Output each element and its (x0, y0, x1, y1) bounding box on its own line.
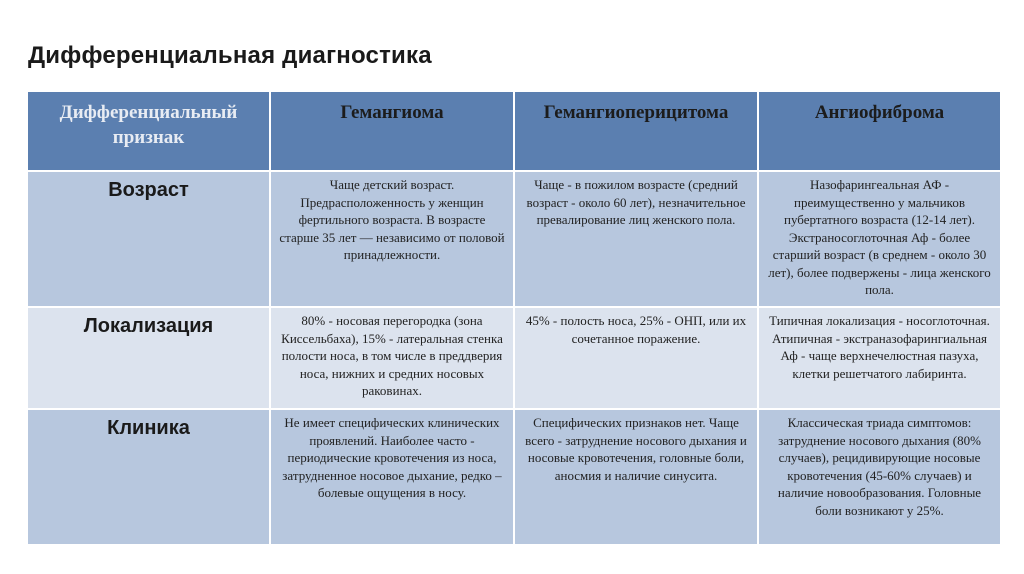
differential-table (28, 92, 1000, 544)
table-cell: Назофарингеальная АФ - преимущественно у мальчиков пубертатного возраста (12-14 лет). Экстраносоглоточная Аф - более старший возраст (в среднем - около 30 лет), более подвержены - лица женского пола. (758, 171, 1000, 307)
page-title: Дифференциальная диагностика (28, 42, 432, 69)
table-cell: Чаще - в пожилом возрасте (средний возраст - около 60 лет), незначительное превалирование лиц женского пола. (514, 171, 758, 307)
table-cell: Классическая триада симптомов: затруднение носового дыхания (80% случаев), рецидивирующие носовые кровотечения (45-60% случаев) и наличие новообразования. Головные боли возникают у 25%. (758, 409, 1000, 544)
row-label-clinic: Клиника (28, 409, 270, 544)
table-row (28, 307, 1000, 409)
row-label-localization: Локализация (28, 307, 270, 409)
header-angiofibroma: Ангиофиброма (758, 92, 1000, 171)
table-cell: Чаще детский возраст. Предрасположенность у женщин фертильного возраста. В возрасте старше 35 лет — независимо от половой принадлежности. (270, 171, 514, 307)
table-cell: Не имеет специфических клинических проявлений. Наиболее часто - периодические кровотечения из носа, затрудненное носовое дыхание, редко – болевые ощущения в носу. (270, 409, 514, 544)
table-row (28, 171, 1000, 307)
header-feature: Дифференциальный признак (28, 92, 270, 171)
row-label-age: Возраст (28, 171, 270, 307)
header-hemangiopericytoma: Гемангиоперицитома (514, 92, 758, 171)
header-hemangioma: Гемангиома (270, 92, 514, 171)
table-cell: Типичная локализация - носоглоточная. Атипичная - экстраназофарингиальная Аф - чаще верхнечелюстная пазуха, клетки решетчатого лабиринта. (758, 307, 1000, 409)
table-row (28, 409, 1000, 544)
table-cell: 45% - полость носа, 25% - ОНП, или их сочетанное поражение. (514, 307, 758, 409)
table-header-row (28, 92, 1000, 171)
table-cell: Специфических признаков нет. Чаще всего - затруднение носового дыхания и носовые кровотечения, головные боли, аносмия и наличие синусита. (514, 409, 758, 544)
table-cell: 80% - носовая перегородка (зона Киссельбаха), 15% - латеральная стенка полости носа, в том числе в преддверия носа, нижних и средних носовых раковинах. (270, 307, 514, 409)
